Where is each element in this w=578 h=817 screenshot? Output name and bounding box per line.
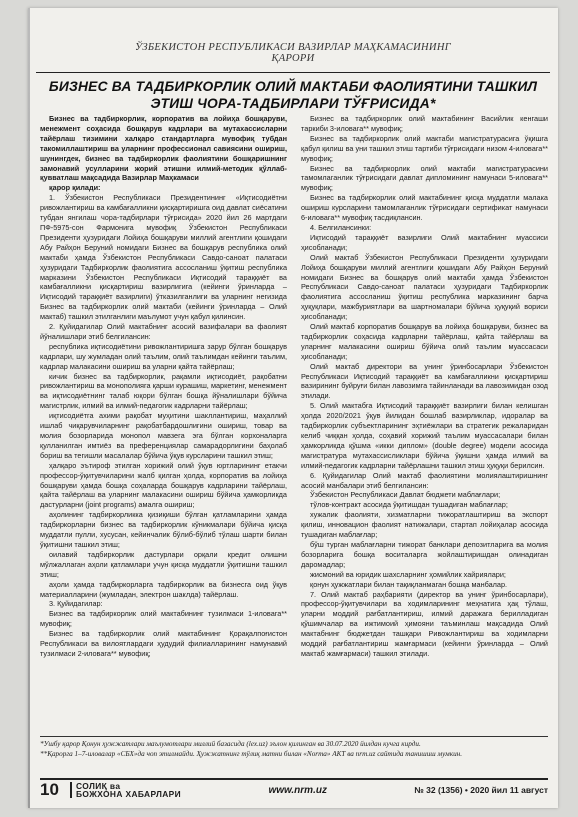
footnote-2: **Қарорга 1–7-иловалар «СБХ»да чоп этилмайди. Ҳужжатнинг тўлиқ матни билан «Norma» АКТ ва nrm.uz сайтида танишиш мумкин. [40, 749, 463, 758]
website-link[interactable]: www.nrm.uz [268, 784, 327, 796]
body-columns [40, 114, 548, 724]
logo-line-2: БОЖХОНА ХАБАРЛАРИ [76, 789, 182, 799]
right-column-paragraph: Олий мактаб корпоратив бошқарув ва лойиҳа бошқаруви, бизнес ва тадбиркорлик соҳасида кадрларни тайёрлаш, қайта тайёрлаш ва уларнинг малакасини ошириш бўйича олий таълим муассасаси ҳисобланади; [301, 322, 548, 361]
issuing-authority-line-1: ЎЗБЕКИСТОН РЕСПУБЛИКАСИ ВАЗИРЛАР МАҲКАМАСИНИНГ [135, 42, 451, 53]
left-column-paragraph: қарор қилади: [49, 183, 101, 193]
left-column-paragraph: 1. Ўзбекистон Республикаси Президентининг «Иқтисодиётни ривожлантириш ва камбағалликни қисқартиришга оид давлат сиёсатини тубдан янгилаш чора-тадбирлари тўғрисида» 2020 йил 26 мартдаги ПФ-5975-сон Фармонига мувофиқ Ўзбекистон Республикаси Президенти ҳузуридаги Лойиҳа бошқаруви миллий агентлиги қошидаги Абу Райҳон Беруний номидаги Бизнес ва бошқарув республика олий мактаби ҳамда Ўзбекистон Республикаси Савдо-саноат палатаси ҳузуридаги Тадбиркорлик фаолиятига ассосланиш ўқитиш республика марказини Ўзбекистон Республикаси Иқтисодий тараққиёт ва камбағалликни қисқартириш вазирлигига (кейинги ўринларда – Иқтисодий тараққиёт вазирлиги) ўтказилганлиги ва уларнинг негизида Бизнес ва тадбиркорлик олий мактаби (кейинги ўринларда – Олий мактаб) ташкил этилганлиги маълумот учун қабул қилинсин. [40, 193, 287, 322]
left-column-paragraph: иқтисодиётга ахими рақобат муҳитини шакллантириш, маҳаллий ишлаб чиқарувчиларнинг рақобатбардошлигини ошириш, товар ва молия бозорларида монопол мавзега эга бўлган корхоналарга қулланилган имтиёз ва преференциялар самарадорлигини баҳолаб бориш ва тегишли масалалар бўйича ўқув курсларини ташкил этиш; [40, 411, 287, 460]
right-column-paragraph: Олий мактаб директори ва унинг ўринбосарлари Ўзбекистон Республикаси Иқтисодий тараққиёт ва камбағалликни қисқартириш вазирининг буйруғи билан лавозимга тайинланади ва лавозимидан озод этилади. [301, 361, 548, 401]
document-title-line-2: ЭТИШ ЧОРА-ТАДБИРЛАРИ ТЎҒРИСИДА* [150, 96, 436, 111]
right-column-paragraph: Бизнес ва тадбиркорлик олий мактабининг Васийлик кенгаши таркиби 3-иловага** мувофиқ; [301, 114, 548, 133]
logo-line-1: СОЛИҚ ва [76, 781, 121, 791]
right-column-paragraph: 5. Олий мактабга Иқтисодий тараққиёт вазирлиги билан келишган ҳолда 2020/2021 ўқув йилидан бошлаб вазирликлар, идоралар ва тадбиркорлик субъектларининг эҳтиёжлари ва стратегик режаларидан келиб чиққан ҳолда, соҳавий хорижий таълим муассасалари билан ҳамкорликда қўшма «икки диплом» (double degree) модели асосида магистратура мутахассисликлари бўйича ўқишни ҳамда илмий ва илмий-педагогик кадрларни тайёрлашни ташкил этиш ҳуқуқи берилсин. [301, 401, 548, 470]
left-column-paragraph: аҳоли ҳамда тадбиркорларга тадбиркорлик ва бизнесга оид ўқув материалларини (жумладан, электрон шаклда) тайёрлаш. [40, 579, 287, 599]
left-column-paragraph: Бизнес ва тадбиркорлик олий мактабининг тузилмаси 1-иловага** мувофиқ; [40, 609, 287, 629]
right-column-paragraph: Иқтисодий тараққиёт вазирлиги Олий мактабнинг муассиси ҳисобланади; [301, 232, 548, 252]
left-column-paragraph: аҳолининг тадбиркорликка қизиқиши бўлган қатламларини ҳамда тадбиркорларни бизнес ва тадбиркорлик кўникмалари бўйича қисқа муддатли пулли, хусусан, кейинчалик бўлиб-бўлиб тўлаш шарти билан ўқитишни ташкил этиш; [40, 510, 287, 549]
right-column-paragraph: Бизнес ва тадбиркорлик олий мактабининг қисқа муддатли малака ошириш курсларини тамомлаганлик тўғрисидаги сертификат намунаси 6-иловага** мувофиқ тасдиқлансин. [301, 193, 548, 223]
newspaper-page [28, 8, 558, 808]
right-column-paragraph: жисмоний ва юридик шахсларнинг ҳомийлик хайриялари; [310, 569, 506, 579]
issuing-authority [36, 42, 550, 64]
right-column-paragraph: қонун ҳужжатлари билан тақиқланмаган бошқа манбалар. [310, 579, 508, 589]
document-title-line-1: БИЗНЕС ВА ТАДБИРКОРЛИК ОЛИЙ МАКТАБИ ФАОЛИЯТИНИ ТАШКИЛ [48, 79, 538, 94]
left-column-paragraph: ҳалқаро эътироф этилган хорижий олий ўқув юртларининг етакчи профессор-ўқитувчиларини жалб қилган ҳолда, корпоратив ва лойиҳа бошқаруви ҳамда бошқа соҳаларда бошқарув кадрларини тайёрлаш, қайта тайёрлаш ва уларнинг малакасини ошириш бўйича ҳамкорликда дастурларни (joint programs) амалга ошириш; [40, 460, 287, 510]
right-column-paragraph: 4. Белгилансинки: [310, 222, 372, 232]
right-column-paragraph: 6. Қуйидагилар Олий мактаб фаолиятини молиялаштиришнинг асосий манбалари этиб белгилансин: [301, 470, 548, 490]
right-column-paragraph: Бизнес ва тадбиркорлик олий мактаби магистратурасига ўқишга қабул қилиш ва уни ташкил этиш тартиби тўғрисидаги низом 4-иловага** мувофиқ; [301, 133, 548, 163]
left-column-paragraph: оилавий тадбиркорлик дастурлари орқали кредит олишни мўлжаллаган аҳоли қатламлари учун қисқа муддатли ўқитишни ташкил этиш; [40, 549, 287, 579]
document-title [36, 72, 550, 112]
right-column-paragraph: 7. Олий мактаб раҳбарияти (директор ва унинг ўринбосарлари), профессор-ўқитувчилари ва ходимларининг меҳнатига ҳақ тўлаш, уларни моддий рағбатлантириш, илмий даражага берилладиган қўшимчалар ва ижтимоий ҳимояни таъминлаш мақсадида Олий мактабнинг бюджетдан ташқари Ривожлантириш ва ходимларни моддий рағбатлантириш жамғармаси (кейинги ўринларда – Олий мактаб жамғармаси) ташкил этилади. [301, 589, 548, 658]
left-column-paragraph: 3. Қуйидагилар: [49, 599, 103, 609]
footnotes [40, 736, 548, 759]
left-column-paragraph: Бизнес ва тадбиркорлик олий мактабининг Қорақалпоғистон Республикаси ва вилоятлардаги ҳудудий филиалларининг намунавий тузилмаси 2-иловага** мувофиқ; [40, 629, 287, 658]
right-column-paragraph: хужалик фаолияти, хизматларни тижоратлаштириш ва экспорт қилиш, инновацион фаолият натижалари, стартап лойиҳалар асосида тушадиган маблағлар; [301, 510, 548, 540]
right-column-paragraph: бўш турган маблағларни тижорат банклари депозитларига ва молия бозорларига бошқа воситаларга жойлаштиришдан олинадиган даромадлар; [301, 539, 548, 569]
left-column [40, 114, 287, 724]
page-footer [40, 778, 548, 800]
issue-info: № 32 (1356) • 2020 йил 11 август [414, 785, 548, 795]
left-column-paragraph: республика иқтисодиётини ривожлантиришга зарур бўлган бошқарув кадрлари, шу жумладан олий таълим, олий таълимдан кейинги таълим, кадрлар малакасини ошириш ва уларни қайта тайёрлаш; [40, 341, 287, 371]
newspaper-logo [70, 782, 181, 798]
page-number: 10 [40, 780, 59, 799]
issuing-authority-line-2: ҚАРОРИ [271, 53, 315, 64]
right-column [301, 114, 548, 724]
footnote-1: *Ушбу қарор Қонун ҳужжатлари маълумотлари миллий базасида (lex.uz) эълон қилинган ва 30.07.2020 йилдан кучга кирди. [40, 740, 421, 748]
right-column-paragraph: Ўзбекистон Республикаси Давлат бюджети маблағлари; [310, 490, 501, 500]
left-column-paragraph: Бизнес ва тадбиркорлик, корпоратив ва лойиҳа бошқаруви, менежмент соҳасида бошқарув кадрлари ва мутахассисларни тайёрлаш тизимини халқаро стандартларга мувофиқ тубдан такомиллаштириш ва уларнинг профессионал савиясини ошириш, шунингдек, бизнес ва тадбиркорлик фаолиятини бошқаришнинг замонавий усулларини жорий этишни илмий-методик қўллаб-қувватлаш мақсадида Вазирлар Маҳкамаси [40, 114, 287, 183]
left-column-paragraph: кичик бизнес ва тадбиркорлик, рақамли иқтисодиёт, рақобатни ривожлантириш ва монополияга қарши курашиш, маркетинг, менежмент ва иқтисодиётнинг талаб юқори бўлган бошқа йўналишлари бўйича магистрлик, илмий ва илмий-педагогик кадрларни тайёрлаш; [40, 371, 287, 411]
document-header [36, 42, 550, 112]
left-column-paragraph: 2. Қуйидагилар Олий мактабнинг асосий вазифалари ва фаолият йўналишлари этиб белгилансин: [40, 322, 287, 341]
page-fold-shadow [28, 8, 30, 808]
right-column-paragraph: Олий мактаб Ўзбекистон Республикаси Президенти ҳузуридаги Лойиҳа бошқаруви миллий агентлиги қошидаги Абу Райҳон Беруний номидаги Бизнес ва бошқарув олий мактаби ҳамда Ўзбекистон Республикаси Савдо-саноат палатаси ҳузуридаги Тадбиркорлик фаолиятига ассосланиш ўқитиш республика марказининг барча ҳуқуқлари, мажбуриятлари ва шартномалари бўйича ҳуқуқий вориси ҳисобланади; [301, 252, 548, 322]
right-column-paragraph: Бизнес ва тадбиркорлик олий мактаби магистратурасини тамомлаганлик тўғрисидаги давлат дипломининг намунаси 5-иловага** мувофиқ; [301, 163, 548, 193]
right-column-paragraph: тўлов-контракт асосида ўқитишдан тушадиган маблағлар; [310, 500, 508, 510]
